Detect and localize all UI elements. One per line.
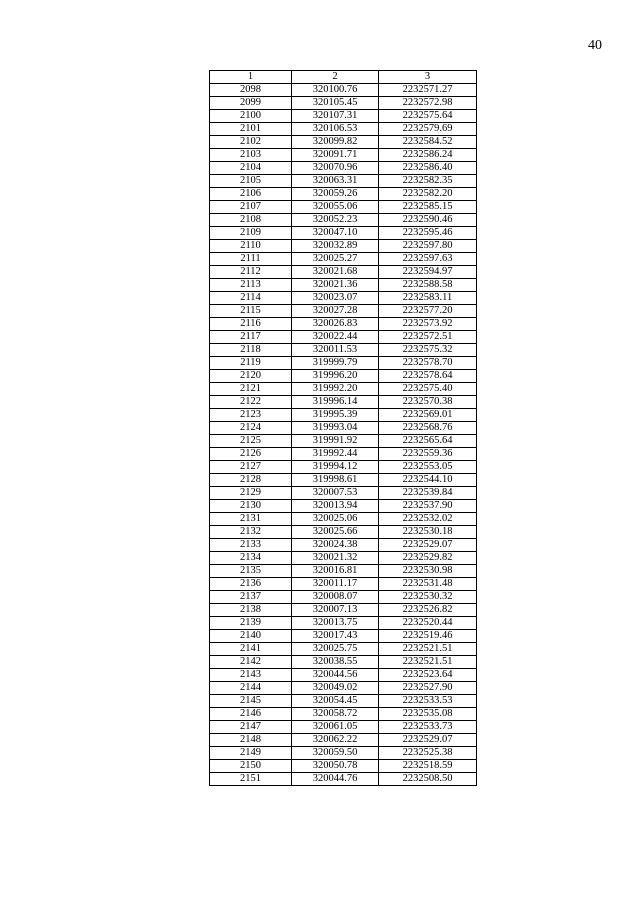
point-number-cell: 2122 bbox=[210, 396, 292, 409]
y-coordinate-cell: 2232532.02 bbox=[379, 513, 477, 526]
table-row bbox=[210, 188, 477, 201]
x-coordinate-cell: 320027.28 bbox=[292, 305, 379, 318]
x-coordinate-cell: 320099.82 bbox=[292, 136, 379, 149]
y-coordinate-cell: 2232584.52 bbox=[379, 136, 477, 149]
y-coordinate-cell: 2232595.46 bbox=[379, 227, 477, 240]
point-number-cell: 2106 bbox=[210, 188, 292, 201]
y-coordinate-cell: 2232519.46 bbox=[379, 630, 477, 643]
x-coordinate-cell: 319998.61 bbox=[292, 474, 379, 487]
y-coordinate-cell: 2232588.58 bbox=[379, 279, 477, 292]
point-number-cell: 2146 bbox=[210, 708, 292, 721]
table-row bbox=[210, 266, 477, 279]
x-coordinate-cell: 320058.72 bbox=[292, 708, 379, 721]
table-row bbox=[210, 175, 477, 188]
x-coordinate-cell: 320107.31 bbox=[292, 110, 379, 123]
x-coordinate-cell: 320047.10 bbox=[292, 227, 379, 240]
y-coordinate-cell: 2232521.51 bbox=[379, 643, 477, 656]
x-coordinate-cell: 320025.66 bbox=[292, 526, 379, 539]
y-coordinate-cell: 2232520.44 bbox=[379, 617, 477, 630]
x-coordinate-cell: 319994.12 bbox=[292, 461, 379, 474]
y-coordinate-cell: 2232586.24 bbox=[379, 149, 477, 162]
y-coordinate-cell: 2232579.69 bbox=[379, 123, 477, 136]
y-coordinate-cell: 2232569.01 bbox=[379, 409, 477, 422]
point-number-cell: 2112 bbox=[210, 266, 292, 279]
point-number-cell: 2103 bbox=[210, 149, 292, 162]
point-number-cell: 2124 bbox=[210, 422, 292, 435]
table-row bbox=[210, 552, 477, 565]
point-number-cell: 2151 bbox=[210, 773, 292, 786]
table-row bbox=[210, 279, 477, 292]
table-row bbox=[210, 591, 477, 604]
x-coordinate-cell: 320013.75 bbox=[292, 617, 379, 630]
y-coordinate-cell: 2232597.63 bbox=[379, 253, 477, 266]
table-row bbox=[210, 318, 477, 331]
y-coordinate-cell: 2232590.46 bbox=[379, 214, 477, 227]
x-coordinate-cell: 320016.81 bbox=[292, 565, 379, 578]
x-coordinate-cell: 320011.17 bbox=[292, 578, 379, 591]
point-number-cell: 2139 bbox=[210, 617, 292, 630]
table-row bbox=[210, 734, 477, 747]
table-row bbox=[210, 331, 477, 344]
point-number-cell: 2132 bbox=[210, 526, 292, 539]
point-number-cell: 2143 bbox=[210, 669, 292, 682]
point-number-cell: 2115 bbox=[210, 305, 292, 318]
table-row bbox=[210, 630, 477, 643]
x-coordinate-cell: 319991.92 bbox=[292, 435, 379, 448]
x-coordinate-cell: 320070.96 bbox=[292, 162, 379, 175]
point-number-cell: 2141 bbox=[210, 643, 292, 656]
point-number-cell: 2126 bbox=[210, 448, 292, 461]
x-coordinate-cell: 320044.56 bbox=[292, 669, 379, 682]
point-number-cell: 2130 bbox=[210, 500, 292, 513]
table-row bbox=[210, 513, 477, 526]
y-coordinate-cell: 2232530.18 bbox=[379, 526, 477, 539]
point-number-cell: 2119 bbox=[210, 357, 292, 370]
y-coordinate-cell: 2232582.20 bbox=[379, 188, 477, 201]
y-coordinate-cell: 2232525.38 bbox=[379, 747, 477, 760]
table-row bbox=[210, 383, 477, 396]
table-row bbox=[210, 500, 477, 513]
x-coordinate-cell: 320032.89 bbox=[292, 240, 379, 253]
column-header: 3 bbox=[379, 71, 477, 84]
table-row bbox=[210, 448, 477, 461]
x-coordinate-cell: 320059.26 bbox=[292, 188, 379, 201]
point-number-cell: 2111 bbox=[210, 253, 292, 266]
y-coordinate-cell: 2232597.80 bbox=[379, 240, 477, 253]
table-body bbox=[210, 84, 477, 786]
point-number-cell: 2113 bbox=[210, 279, 292, 292]
x-coordinate-cell: 319996.20 bbox=[292, 370, 379, 383]
point-number-cell: 2102 bbox=[210, 136, 292, 149]
y-coordinate-cell: 2232531.48 bbox=[379, 578, 477, 591]
table-row bbox=[210, 682, 477, 695]
x-coordinate-cell: 320052.23 bbox=[292, 214, 379, 227]
table-row bbox=[210, 149, 477, 162]
x-coordinate-cell: 320008.07 bbox=[292, 591, 379, 604]
x-coordinate-cell: 320105.45 bbox=[292, 97, 379, 110]
table-row bbox=[210, 760, 477, 773]
y-coordinate-cell: 2232572.98 bbox=[379, 97, 477, 110]
x-coordinate-cell: 320022.44 bbox=[292, 331, 379, 344]
table-row bbox=[210, 487, 477, 500]
point-number-cell: 2133 bbox=[210, 539, 292, 552]
point-number-cell: 2142 bbox=[210, 656, 292, 669]
table-row bbox=[210, 136, 477, 149]
x-coordinate-cell: 320025.75 bbox=[292, 643, 379, 656]
x-coordinate-cell: 320059.50 bbox=[292, 747, 379, 760]
y-coordinate-cell: 2232583.11 bbox=[379, 292, 477, 305]
table-row bbox=[210, 604, 477, 617]
y-coordinate-cell: 2232565.64 bbox=[379, 435, 477, 448]
table-row bbox=[210, 344, 477, 357]
table-row bbox=[210, 409, 477, 422]
table-row bbox=[210, 227, 477, 240]
point-number-cell: 2120 bbox=[210, 370, 292, 383]
x-coordinate-cell: 320013.94 bbox=[292, 500, 379, 513]
point-number-cell: 2098 bbox=[210, 84, 292, 97]
y-coordinate-cell: 2232533.53 bbox=[379, 695, 477, 708]
x-coordinate-cell: 320049.02 bbox=[292, 682, 379, 695]
table-row bbox=[210, 539, 477, 552]
table-row bbox=[210, 656, 477, 669]
y-coordinate-cell: 2232553.05 bbox=[379, 461, 477, 474]
x-coordinate-cell: 320038.55 bbox=[292, 656, 379, 669]
table-row bbox=[210, 669, 477, 682]
y-coordinate-cell: 2232570.38 bbox=[379, 396, 477, 409]
point-number-cell: 2116 bbox=[210, 318, 292, 331]
x-coordinate-cell: 320007.13 bbox=[292, 604, 379, 617]
y-coordinate-cell: 2232544.10 bbox=[379, 474, 477, 487]
point-number-cell: 2099 bbox=[210, 97, 292, 110]
x-coordinate-cell: 320011.53 bbox=[292, 344, 379, 357]
y-coordinate-cell: 2232577.20 bbox=[379, 305, 477, 318]
x-coordinate-cell: 320063.31 bbox=[292, 175, 379, 188]
x-coordinate-cell: 319996.14 bbox=[292, 396, 379, 409]
point-number-cell: 2144 bbox=[210, 682, 292, 695]
y-coordinate-cell: 2232521.51 bbox=[379, 656, 477, 669]
point-number-cell: 2108 bbox=[210, 214, 292, 227]
table-row bbox=[210, 162, 477, 175]
table-row bbox=[210, 305, 477, 318]
x-coordinate-cell: 319993.04 bbox=[292, 422, 379, 435]
table-header-row bbox=[210, 71, 477, 84]
y-coordinate-cell: 2232527.90 bbox=[379, 682, 477, 695]
x-coordinate-cell: 319992.44 bbox=[292, 448, 379, 461]
table-row bbox=[210, 97, 477, 110]
x-coordinate-cell: 320025.27 bbox=[292, 253, 379, 266]
y-coordinate-cell: 2232518.59 bbox=[379, 760, 477, 773]
table-row bbox=[210, 474, 477, 487]
point-number-cell: 2128 bbox=[210, 474, 292, 487]
x-coordinate-cell: 320025.06 bbox=[292, 513, 379, 526]
y-coordinate-cell: 2232523.64 bbox=[379, 669, 477, 682]
column-header: 1 bbox=[210, 71, 292, 84]
y-coordinate-cell: 2232575.32 bbox=[379, 344, 477, 357]
y-coordinate-cell: 2232578.64 bbox=[379, 370, 477, 383]
point-number-cell: 2129 bbox=[210, 487, 292, 500]
table-row bbox=[210, 695, 477, 708]
y-coordinate-cell: 2232572.51 bbox=[379, 331, 477, 344]
coordinates-table bbox=[209, 70, 477, 786]
x-coordinate-cell: 319995.39 bbox=[292, 409, 379, 422]
x-coordinate-cell: 320044.76 bbox=[292, 773, 379, 786]
point-number-cell: 2104 bbox=[210, 162, 292, 175]
x-coordinate-cell: 320024.38 bbox=[292, 539, 379, 552]
x-coordinate-cell: 319992.20 bbox=[292, 383, 379, 396]
x-coordinate-cell: 320091.71 bbox=[292, 149, 379, 162]
table-row bbox=[210, 292, 477, 305]
point-number-cell: 2140 bbox=[210, 630, 292, 643]
y-coordinate-cell: 2232571.27 bbox=[379, 84, 477, 97]
point-number-cell: 2121 bbox=[210, 383, 292, 396]
point-number-cell: 2125 bbox=[210, 435, 292, 448]
point-number-cell: 2150 bbox=[210, 760, 292, 773]
x-coordinate-cell: 320050.78 bbox=[292, 760, 379, 773]
x-coordinate-cell: 320007.53 bbox=[292, 487, 379, 500]
y-coordinate-cell: 2232537.90 bbox=[379, 500, 477, 513]
y-coordinate-cell: 2232508.50 bbox=[379, 773, 477, 786]
table-row bbox=[210, 370, 477, 383]
point-number-cell: 2136 bbox=[210, 578, 292, 591]
y-coordinate-cell: 2232582.35 bbox=[379, 175, 477, 188]
point-number-cell: 2100 bbox=[210, 110, 292, 123]
table-row bbox=[210, 422, 477, 435]
point-number-cell: 2114 bbox=[210, 292, 292, 305]
point-number-cell: 2138 bbox=[210, 604, 292, 617]
y-coordinate-cell: 2232529.82 bbox=[379, 552, 477, 565]
table-row bbox=[210, 357, 477, 370]
table-row bbox=[210, 214, 477, 227]
point-number-cell: 2118 bbox=[210, 344, 292, 357]
column-header: 2 bbox=[292, 71, 379, 84]
y-coordinate-cell: 2232529.07 bbox=[379, 539, 477, 552]
x-coordinate-cell: 320054.45 bbox=[292, 695, 379, 708]
y-coordinate-cell: 2232573.92 bbox=[379, 318, 477, 331]
y-coordinate-cell: 2232575.40 bbox=[379, 383, 477, 396]
table-row bbox=[210, 461, 477, 474]
x-coordinate-cell: 320023.07 bbox=[292, 292, 379, 305]
point-number-cell: 2107 bbox=[210, 201, 292, 214]
y-coordinate-cell: 2232530.32 bbox=[379, 591, 477, 604]
table-row bbox=[210, 721, 477, 734]
table-row bbox=[210, 201, 477, 214]
point-number-cell: 2117 bbox=[210, 331, 292, 344]
table-row bbox=[210, 526, 477, 539]
y-coordinate-cell: 2232529.07 bbox=[379, 734, 477, 747]
y-coordinate-cell: 2232535.08 bbox=[379, 708, 477, 721]
y-coordinate-cell: 2232568.76 bbox=[379, 422, 477, 435]
table-row bbox=[210, 253, 477, 266]
x-coordinate-cell: 320021.32 bbox=[292, 552, 379, 565]
point-number-cell: 2148 bbox=[210, 734, 292, 747]
y-coordinate-cell: 2232539.84 bbox=[379, 487, 477, 500]
point-number-cell: 2137 bbox=[210, 591, 292, 604]
y-coordinate-cell: 2232586.40 bbox=[379, 162, 477, 175]
table-row bbox=[210, 708, 477, 721]
x-coordinate-cell: 320062.22 bbox=[292, 734, 379, 747]
y-coordinate-cell: 2232575.64 bbox=[379, 110, 477, 123]
table-row bbox=[210, 84, 477, 97]
table-row bbox=[210, 110, 477, 123]
y-coordinate-cell: 2232594.97 bbox=[379, 266, 477, 279]
point-number-cell: 2110 bbox=[210, 240, 292, 253]
point-number-cell: 2147 bbox=[210, 721, 292, 734]
x-coordinate-cell: 320061.05 bbox=[292, 721, 379, 734]
point-number-cell: 2127 bbox=[210, 461, 292, 474]
table-row bbox=[210, 396, 477, 409]
table-row bbox=[210, 565, 477, 578]
x-coordinate-cell: 320055.06 bbox=[292, 201, 379, 214]
x-coordinate-cell: 320106.53 bbox=[292, 123, 379, 136]
point-number-cell: 2123 bbox=[210, 409, 292, 422]
x-coordinate-cell: 320026.83 bbox=[292, 318, 379, 331]
table-row bbox=[210, 123, 477, 136]
point-number-cell: 2149 bbox=[210, 747, 292, 760]
table-row bbox=[210, 773, 477, 786]
point-number-cell: 2109 bbox=[210, 227, 292, 240]
table-row bbox=[210, 643, 477, 656]
y-coordinate-cell: 2232526.82 bbox=[379, 604, 477, 617]
point-number-cell: 2105 bbox=[210, 175, 292, 188]
y-coordinate-cell: 2232559.36 bbox=[379, 448, 477, 461]
x-coordinate-cell: 320017.43 bbox=[292, 630, 379, 643]
x-coordinate-cell: 320021.68 bbox=[292, 266, 379, 279]
x-coordinate-cell: 319999.79 bbox=[292, 357, 379, 370]
table-row bbox=[210, 578, 477, 591]
y-coordinate-cell: 2232533.73 bbox=[379, 721, 477, 734]
table-row bbox=[210, 435, 477, 448]
point-number-cell: 2101 bbox=[210, 123, 292, 136]
x-coordinate-cell: 320021.36 bbox=[292, 279, 379, 292]
table-row bbox=[210, 747, 477, 760]
y-coordinate-cell: 2232530.98 bbox=[379, 565, 477, 578]
y-coordinate-cell: 2232585.15 bbox=[379, 201, 477, 214]
point-number-cell: 2134 bbox=[210, 552, 292, 565]
point-number-cell: 2131 bbox=[210, 513, 292, 526]
point-number-cell: 2145 bbox=[210, 695, 292, 708]
x-coordinate-cell: 320100.76 bbox=[292, 84, 379, 97]
page-number: 40 bbox=[588, 38, 602, 53]
point-number-cell: 2135 bbox=[210, 565, 292, 578]
table-row bbox=[210, 617, 477, 630]
y-coordinate-cell: 2232578.70 bbox=[379, 357, 477, 370]
table-row bbox=[210, 240, 477, 253]
